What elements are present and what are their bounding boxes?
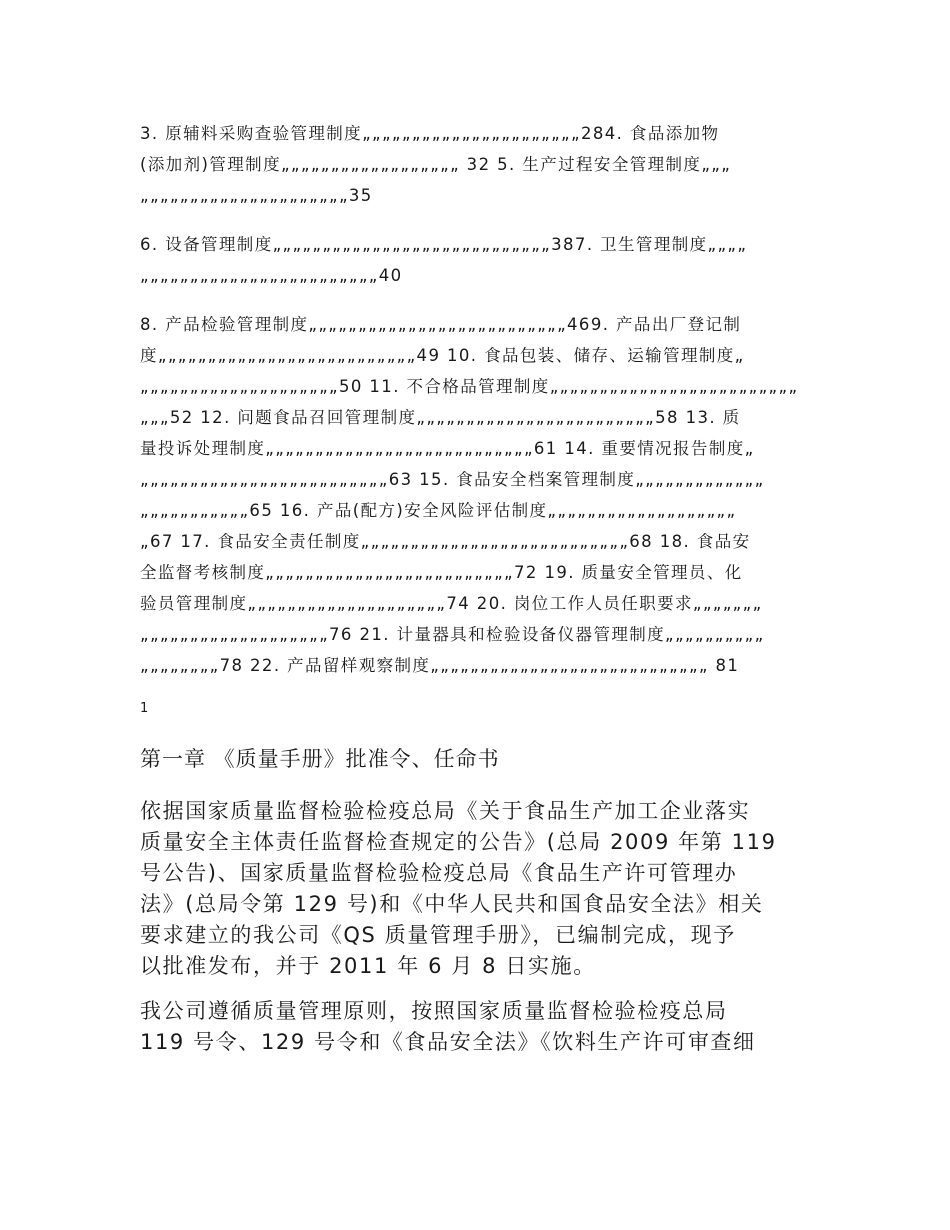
toc-paragraph	[140, 229, 812, 291]
toc-line: „„„52 12. 问题食品召回管理制度„„„„„„„„„„„„„„„„„„„„„„„„58 13. 质	[140, 408, 741, 427]
toc-line: 3. 原辅料采购查验管理制度„„„„„„„„„„„„„„„„„„„„„„284. 食品添加物	[140, 124, 720, 143]
toc-line: „„„„„„„„„„„„„„„„„„„„„35	[140, 186, 373, 205]
body-line: 要求建立的我公司《QS 质量管理手册》，已编制完成，现予	[140, 923, 736, 947]
toc-paragraph	[140, 309, 812, 681]
toc-line: 量投诉处理制度„„„„„„„„„„„„„„„„„„„„„„„„„„„61 14. 重要情况报告制度„	[140, 439, 755, 458]
body-line: 质量安全主体责任监督检查规定的公告》(总局 2009 年第 119	[140, 830, 777, 854]
page-number: 1	[140, 701, 149, 716]
table-of-contents	[140, 118, 812, 699]
toc-line: „67 17. 食品安全责任制度„„„„„„„„„„„„„„„„„„„„„„„„„„„68 18. 食品安	[140, 532, 751, 551]
toc-line: 6. 设备管理制度„„„„„„„„„„„„„„„„„„„„„„„„„„„„387. 卫生管理制度„„„„	[140, 235, 748, 254]
body-line: 法》(总局令第 129 号)和《中华人民共和国食品安全法》相关	[140, 892, 764, 916]
toc-line: „„„„„„„„„„„„„„„„„„„„„„„„40	[140, 266, 403, 285]
toc-line: „„„„„„„„„„„„„„„„„„„„„„„„„63 15. 食品安全档案管理制度„„„„„„„„„„„„„	[140, 470, 765, 489]
body-line: 我公司遵循质量管理原则，按照国家质量监督检验检疫总局	[140, 999, 728, 1023]
body-paragraph	[140, 796, 820, 982]
toc-line: (添加剂)管理制度„„„„„„„„„„„„„„„„„„ 32 5. 生产过程安全管理制度„„„	[140, 155, 732, 174]
body-line: 依据国家质量监督检验检疫总局《关于食品生产加工企业落实	[140, 799, 751, 823]
chapter-heading: 第一章 《质量手册》批准令、任命书	[140, 747, 500, 771]
body-line: 以批准发布，并于 2011 年 6 月 8 日实施。	[140, 954, 596, 978]
toc-line: „„„„„„„„„„„65 16. 产品(配方)安全风险评估制度„„„„„„„„„„„„„„„„„„„	[140, 501, 737, 520]
toc-line: 度„„„„„„„„„„„„„„„„„„„„„„„„„„49 10. 食品包装、储存、运输管理制度„	[140, 346, 745, 365]
toc-line: „„„„„„„„78 22. 产品留样观察制度„„„„„„„„„„„„„„„„„„„„„„„„„„„„ 81	[140, 656, 740, 675]
body-text	[140, 796, 820, 1072]
body-paragraph	[140, 996, 820, 1058]
toc-line: „„„„„„„„„„„„„„„„„„„76 21. 计量器具和检验设备仪器管理制度„„„„„„„„„„	[140, 625, 765, 644]
body-line: 号公告)、国家质量监督检验检疫总局《食品生产许可管理办	[140, 861, 738, 885]
toc-line: 验员管理制度„„„„„„„„„„„„„„„„„„„„74 20. 岗位工作人员任职要求„„„„„„„	[140, 594, 763, 613]
toc-line: 全监督考核制度„„„„„„„„„„„„„„„„„„„„„„„„„72 19. 质量安全管理员、化	[140, 563, 743, 582]
toc-line: „„„„„„„„„„„„„„„„„„„„50 11. 不合格品管理制度„„„„„„„„„„„„„„„„„„„„„„„„„	[140, 377, 799, 396]
toc-paragraph	[140, 118, 812, 211]
body-line: 119 号令、129 号令和《食品安全法》《饮料生产许可审查细	[140, 1030, 756, 1054]
toc-line: 8. 产品检验管理制度„„„„„„„„„„„„„„„„„„„„„„„„„„469. 产品出厂登记制	[140, 315, 742, 334]
